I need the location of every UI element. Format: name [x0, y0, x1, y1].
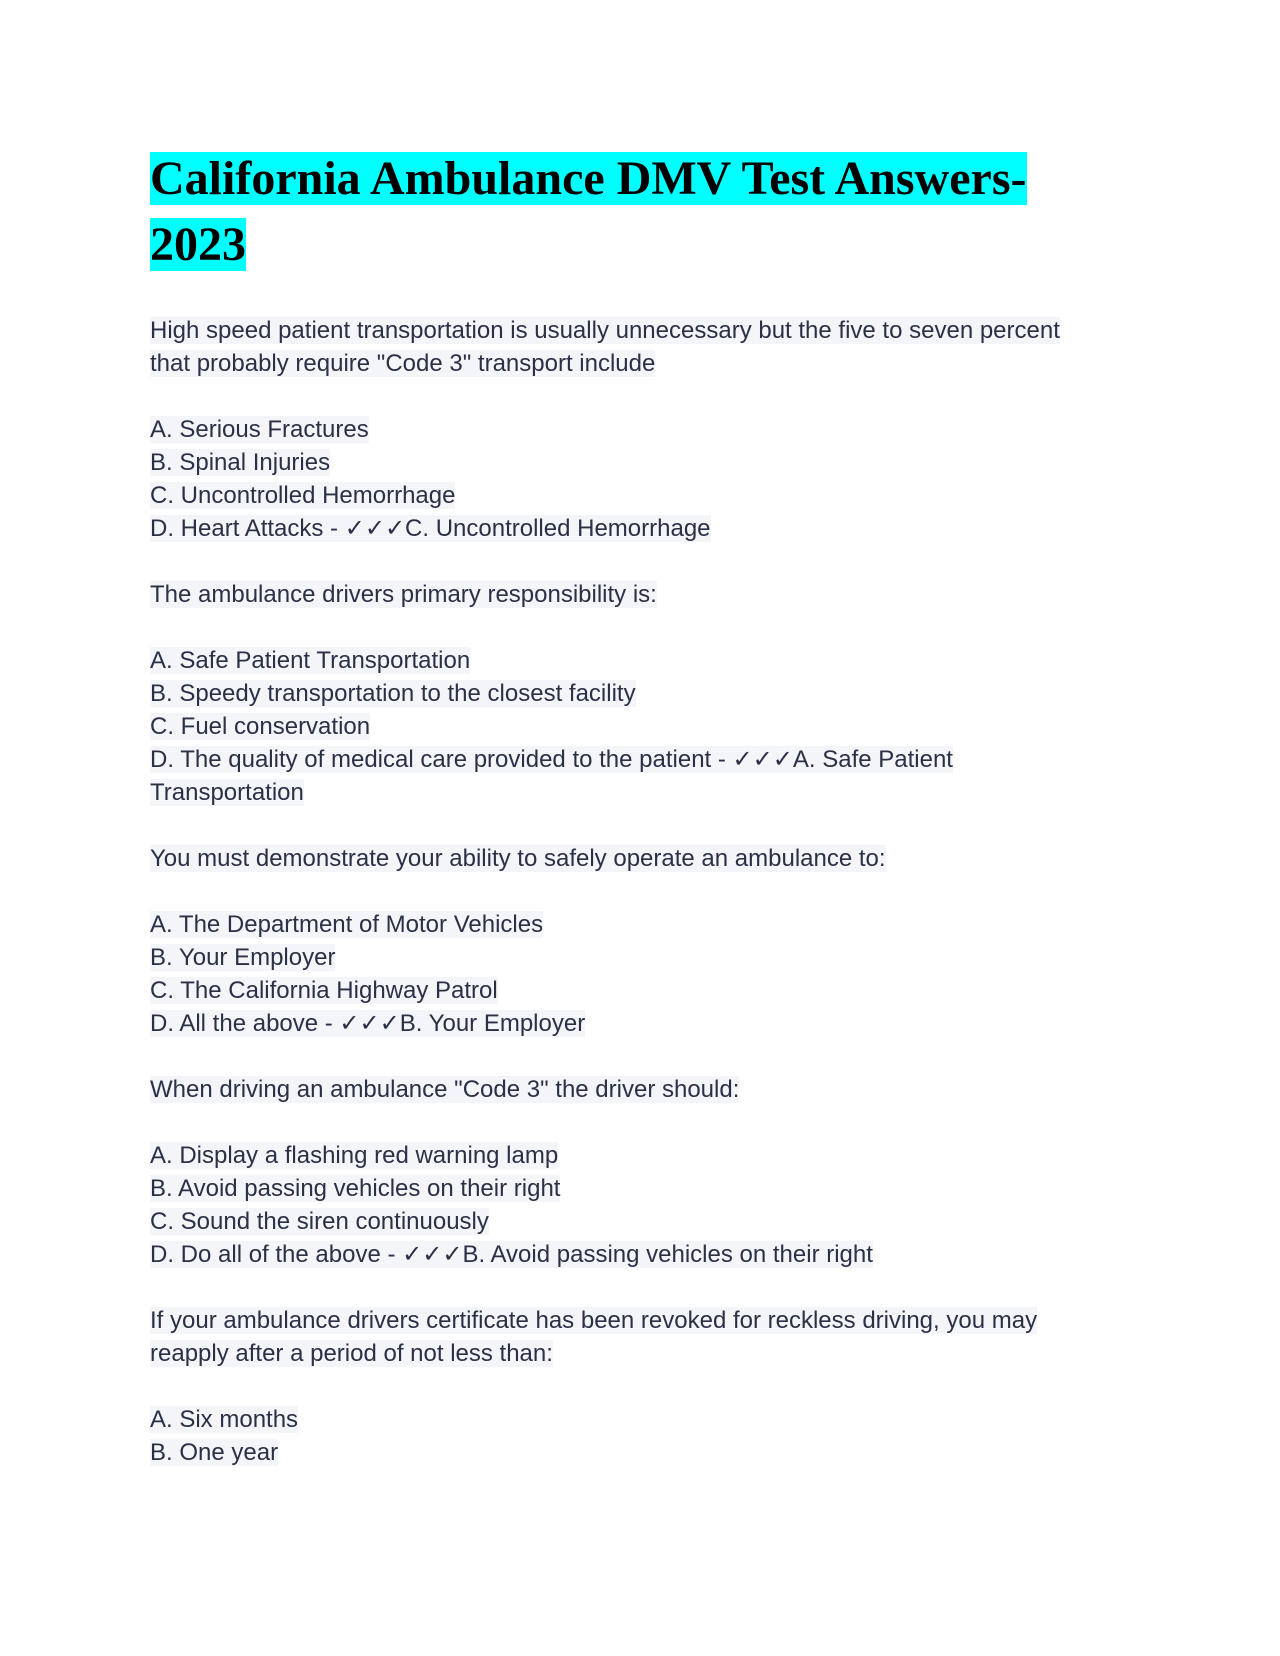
title-line-2: 2023	[150, 218, 246, 271]
answer-option: B. Spinal Injuries	[150, 449, 331, 476]
question-prompt-line: If your ambulance drivers certificate has been revoked for reckless driving, you may	[150, 1307, 1038, 1334]
answer-option: C. Sound the siren continuously	[150, 1208, 489, 1235]
question-block	[150, 578, 1130, 809]
answer-option: B. One year	[150, 1439, 279, 1466]
answer-option: B. Your Employer	[150, 944, 336, 971]
answer-option: A. Display a flashing red warning lamp	[150, 1142, 559, 1169]
question-block	[150, 842, 1130, 1040]
question-prompt-line: that probably require "Code 3" transport include	[150, 350, 656, 377]
question-prompt-line: reapply after a period of not less than:	[150, 1340, 553, 1367]
answer-option: A. The Department of Motor Vehicles	[150, 911, 544, 938]
question-prompt-line: When driving an ambulance "Code 3" the driver should:	[150, 1076, 740, 1103]
question-prompt-line: The ambulance drivers primary responsibility is:	[150, 581, 657, 608]
answer-option-with-answer: D. The quality of medical care provided to the patient - ✓✓✓A. Safe Patient	[150, 746, 953, 773]
spacer	[150, 611, 1130, 644]
answer-option-with-answer: D. All the above - ✓✓✓B. Your Employer	[150, 1010, 586, 1037]
question-list	[150, 314, 1130, 1469]
title-line-1: California Ambulance DMV Test Answers-	[150, 152, 1027, 205]
answer-option-with-answer: D. Heart Attacks - ✓✓✓C. Uncontrolled Hemorrhage	[150, 515, 711, 542]
question-prompt-line: You must demonstrate your ability to safely operate an ambulance to:	[150, 845, 886, 872]
answer-option: C. Uncontrolled Hemorrhage	[150, 482, 456, 509]
spacer	[150, 875, 1130, 908]
answer-option: A. Serious Fractures	[150, 416, 369, 443]
spacer	[150, 809, 1130, 842]
spacer	[150, 1040, 1130, 1073]
answer-option-with-answer: D. Do all of the above - ✓✓✓B. Avoid passing vehicles on their right	[150, 1241, 873, 1268]
spacer	[150, 1106, 1130, 1139]
question-prompt-line: High speed patient transportation is usually unnecessary but the five to seven percent	[150, 317, 1060, 344]
answer-option: A. Safe Patient Transportation	[150, 647, 471, 674]
document-content	[150, 146, 1130, 1469]
question-block	[150, 1073, 1130, 1271]
question-block	[150, 314, 1130, 545]
spacer	[150, 545, 1130, 578]
answer-option: C. Fuel conservation	[150, 713, 371, 740]
answer-option: B. Avoid passing vehicles on their right	[150, 1175, 561, 1202]
answer-option-continuation: Transportation	[150, 779, 304, 806]
answer-option: C. The California Highway Patrol	[150, 977, 498, 1004]
question-block	[150, 1304, 1130, 1469]
spacer	[150, 1271, 1130, 1304]
spacer	[150, 1370, 1130, 1403]
spacer	[150, 380, 1130, 413]
answer-option: A. Six months	[150, 1406, 299, 1433]
page-title	[150, 146, 1130, 278]
answer-option: B. Speedy transportation to the closest facility	[150, 680, 636, 707]
